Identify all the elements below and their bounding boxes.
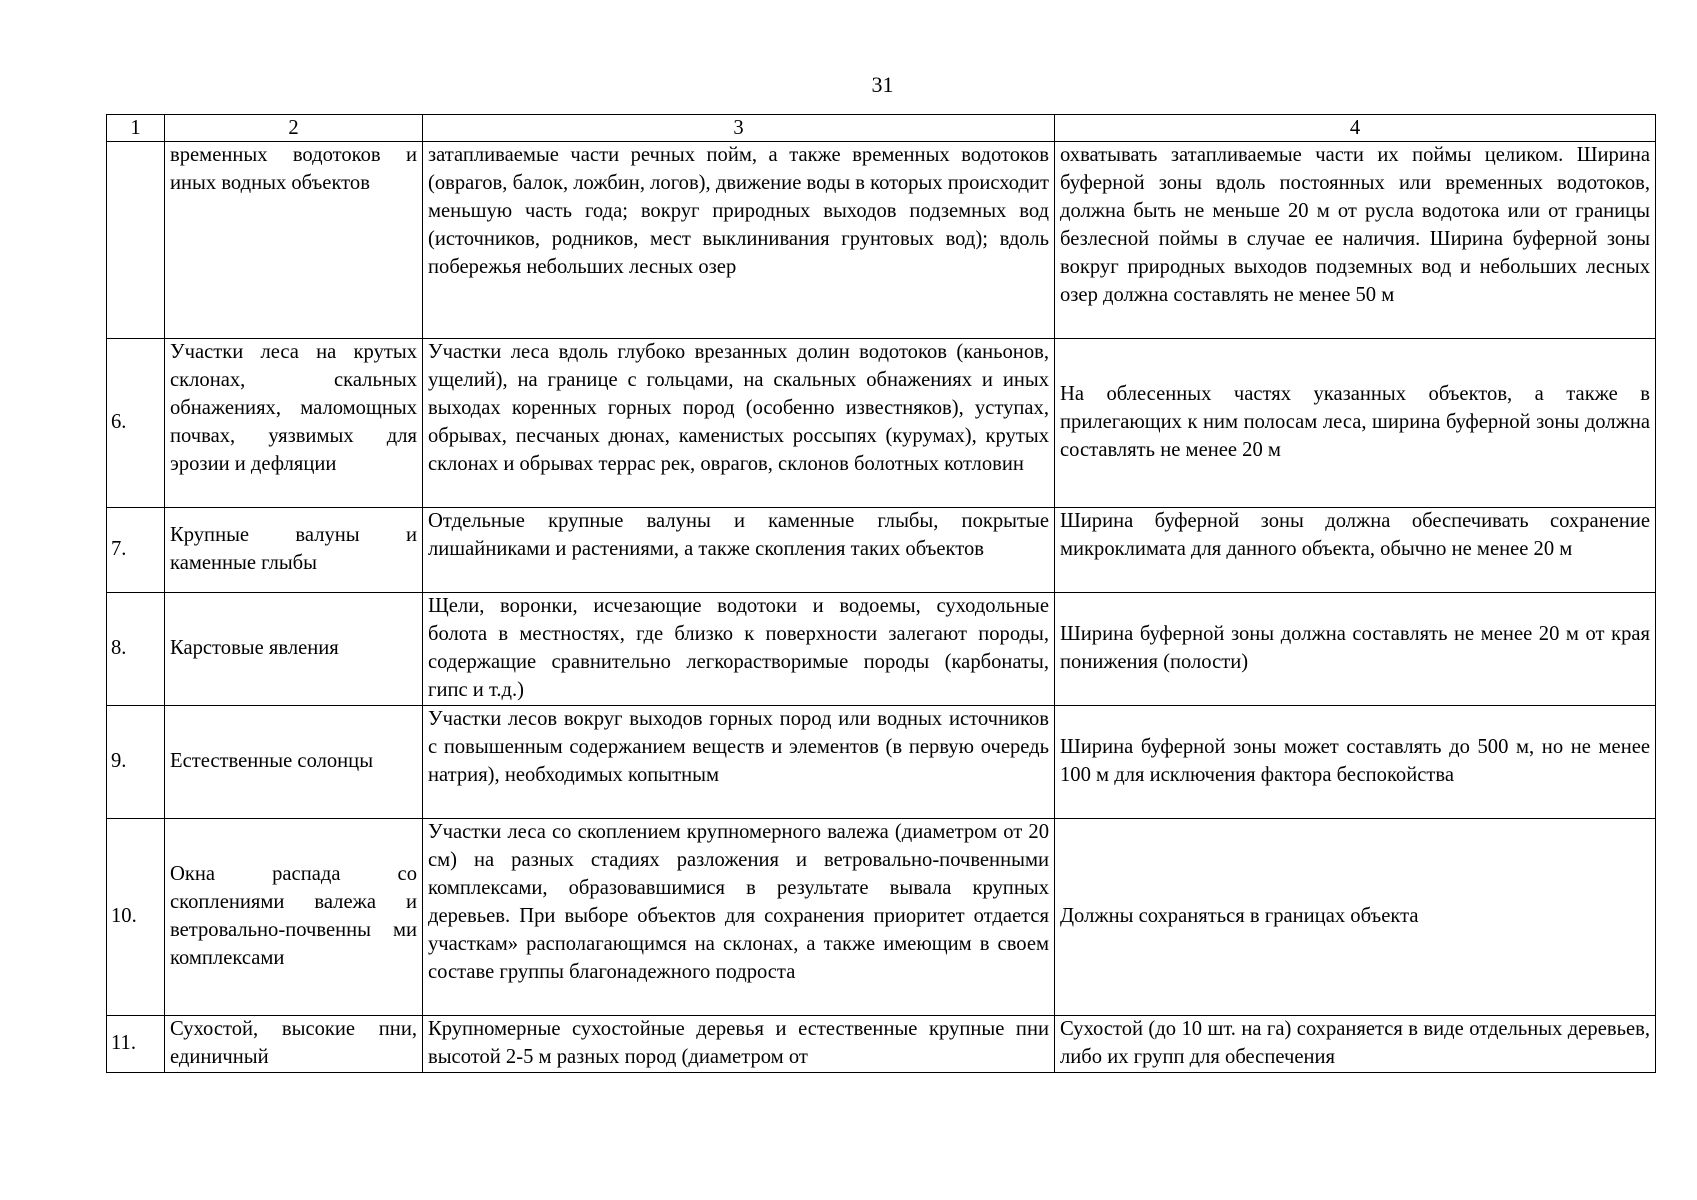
object-name: Сухостой, высокие пни, единичный — [165, 1016, 423, 1073]
row-number: 9. — [107, 706, 165, 819]
object-description: Щели, воронки, исчезающие водотоки и водоемы, суходольные болота в местностях, где близко к поверхности залегают породы, содержащие сравнительно легкорастворимые породы (карбонаты, гипс и т.д.) — [423, 593, 1055, 706]
object-description: Отдельные крупные валуны и каменные глыбы, покрытые лишайниками и растениями, а также скопления таких объектов — [423, 508, 1055, 593]
table-row — [107, 593, 1656, 706]
object-description: затапливаемые части речных пойм, а также временных водотоков (оврагов, балок, ложбин, логов), движение воды в которых происходит меньшую часть года; вокруг природных выходов подземных вод (источников, родников, мест выклинивания грунтовых вод); вдоль побережья небольших лесных озер — [423, 142, 1055, 339]
table-row — [107, 339, 1656, 508]
column-header-1: 1 — [107, 115, 165, 142]
object-name: Крупные валуны и каменные глыбы — [165, 508, 423, 593]
object-description: Участки леса вдоль глубоко врезанных долин водотоков (каньонов, ущелий), на границе с гольцами, на скальных обнажениях и иных выходах коренных горных пород (особенно известняков), уступах, обрывах, песчаных дюнах, каменистых россыпях (курумах), крутых склонах и обрывах террас рек, оврагов, склонов болотных котловин — [423, 339, 1055, 508]
object-name: Окна распада со скоплениями валежа и ветровально-почвенны ми комплексами — [165, 819, 423, 1016]
object-name: Участки леса на крутых склонах, скальных обнажениях, маломощных почвах, уязвимых для эрозии и дефляции — [165, 339, 423, 508]
buffer-requirement: Ширина буферной зоны должна составлять не менее 20 м от края понижения (полости) — [1055, 593, 1656, 706]
table-row — [107, 706, 1656, 819]
table-row — [107, 819, 1656, 1016]
row-number: 11. — [107, 1016, 165, 1073]
buffer-zone-table — [106, 114, 1656, 1073]
row-number: 10. — [107, 819, 165, 1016]
column-header-3: 3 — [423, 115, 1055, 142]
object-name: Карстовые явления — [165, 593, 423, 706]
object-description: Участки лесов вокруг выходов горных пород или водных источников с повышенным содержанием веществ и элементов (в первую очередь натрия), необходимых копытным — [423, 706, 1055, 819]
row-number: 7. — [107, 508, 165, 593]
buffer-requirement: Должны сохраняться в границах объекта — [1055, 819, 1656, 1016]
table-row — [107, 142, 1656, 339]
column-header-4: 4 — [1055, 115, 1656, 142]
table-header-row — [107, 115, 1656, 142]
row-number: 6. — [107, 339, 165, 508]
buffer-requirement: На облесенных частях указанных объектов, а также в прилегающих к ним полосам леса, ширина буферной зоны должна составлять не менее 20 м — [1055, 339, 1656, 508]
buffer-requirement: Ширина буферной зоны может составлять до 500 м, но не менее 100 м для исключения фактора беспокойства — [1055, 706, 1656, 819]
object-name: временных водотоков и иных водных объектов — [165, 142, 423, 339]
buffer-requirement: Сухостой (до 10 шт. на га) сохраняется в виде отдельных деревьев, либо их групп для обеспечения — [1055, 1016, 1656, 1073]
object-description: Крупномерные сухостойные деревья и естественные крупные пни высотой 2-5 м разных пород (диаметром от — [423, 1016, 1055, 1073]
page-number: 31 — [871, 72, 894, 97]
table-row — [107, 508, 1656, 593]
column-header-2: 2 — [165, 115, 423, 142]
object-description: Участки леса со скоплением крупномерного валежа (диаметром от 20 см) на разных стадиях разложения и ветровально-почвенными комплексами, образовавшимися в результате вывала крупных деревьев. При выборе объектов для сохранения приоритет отдается участкам» располагающимся на склонах, а также имеющим в своем составе группы благонадежного подроста — [423, 819, 1055, 1016]
row-number — [107, 142, 165, 339]
buffer-requirement: Ширина буферной зоны должна обеспечивать сохранение микроклимата для данного объекта, обычно не менее 20 м — [1055, 508, 1656, 593]
buffer-requirement: охватывать затапливаемые части их поймы целиком. Ширина буферной зоны вдоль постоянных или временных водотоков, должна быть не меньше 20 м от русла водотока или от границы безлесной поймы в случае ее наличия. Ширина буферной зоны вокруг природных выходов подземных вод и небольших лесных озер должна составлять не менее 50 м — [1055, 142, 1656, 339]
object-name: Естественные солонцы — [165, 706, 423, 819]
row-number: 8. — [107, 593, 165, 706]
table-row — [107, 1016, 1656, 1073]
